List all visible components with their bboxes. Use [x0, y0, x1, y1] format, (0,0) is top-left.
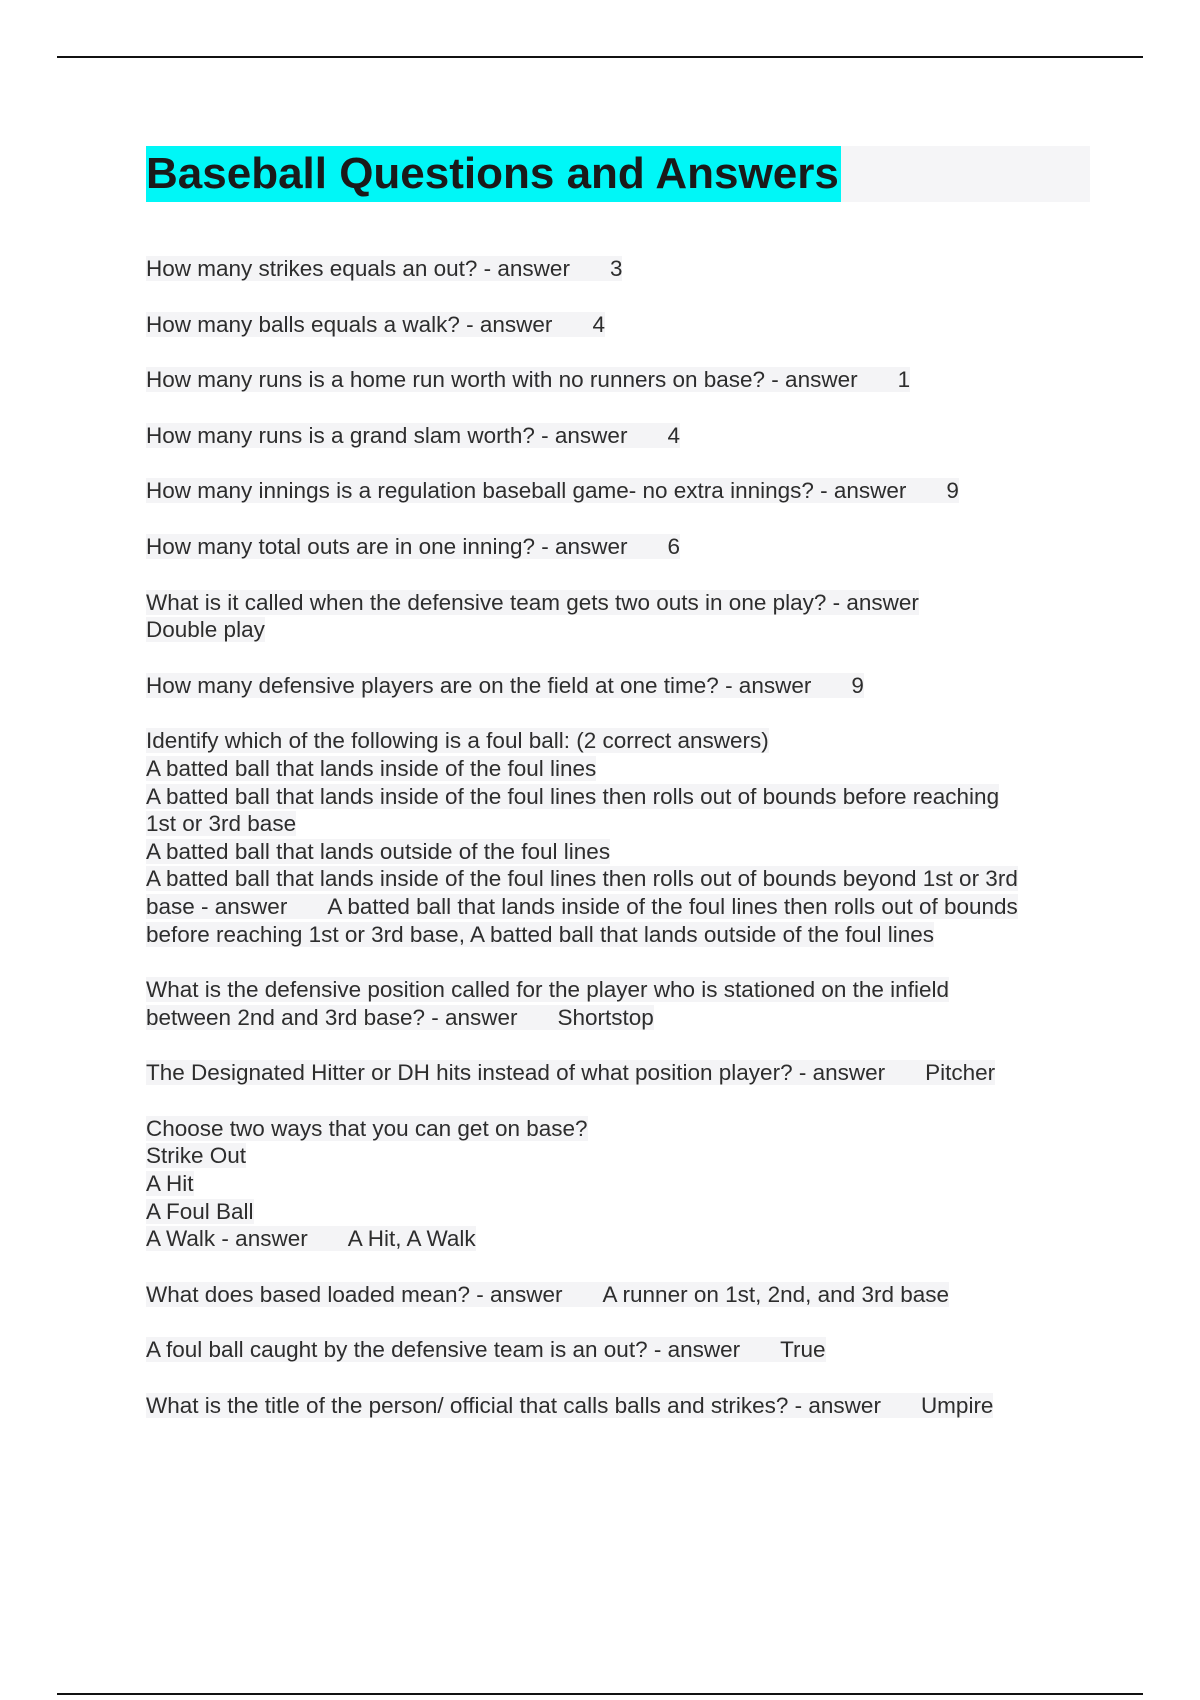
qa-line: [146, 1198, 1096, 1226]
question-text: What does based loaded mean? - answer: [146, 1281, 563, 1307]
qa-line: [146, 1281, 1096, 1309]
question-text: What is the title of the person/ official that calls balls and strikes? - answer: [146, 1393, 881, 1419]
option-text: A batted ball that lands inside of the foul lines then rolls out of bounds before reaching: [146, 783, 1000, 809]
answer-text: True: [780, 1337, 826, 1363]
qa-line: [146, 810, 1096, 838]
question-text: How many defensive players are on the field at one time? - answer: [146, 672, 812, 698]
qa-line: [146, 727, 1096, 755]
question-text: How many innings is a regulation baseball game- no extra innings? - answer: [146, 478, 907, 504]
question-text: The Designated Hitter or DH hits instead of what position player? - answer: [146, 1060, 886, 1086]
option-text: A Hit: [146, 1171, 194, 1197]
top-rule: [57, 56, 1143, 58]
option-text: base - answer: [146, 893, 288, 919]
answer-text: 4: [592, 311, 605, 337]
qa-line: [146, 589, 1096, 617]
answer-text: A batted ball that lands inside of the foul lines then rolls out of bounds: [327, 893, 1018, 919]
answer-text: 4: [667, 422, 680, 448]
qa-item: [146, 1059, 1096, 1087]
answer-text: 1: [897, 367, 911, 393]
qa-item: [146, 477, 1096, 505]
option-text: A batted ball that lands outside of the foul lines: [146, 838, 611, 864]
question-text: What is the defensive position called for the player who is stationed on the infield: [146, 977, 949, 1003]
qa-item: [146, 533, 1096, 561]
qa-line: [146, 422, 1096, 450]
question-text: Choose two ways that you can get on base?: [146, 1115, 588, 1141]
qa-item: [146, 672, 1096, 700]
question-text: Identify which of the following is a foul ball: (2 correct answers): [146, 728, 769, 754]
answer-text: Double play: [146, 617, 265, 643]
question-text: How many balls equals a walk? - answer: [146, 311, 553, 337]
qa-item: [146, 1392, 1096, 1420]
question-text: What is it called when the defensive team gets two outs in one play? - answer: [146, 589, 919, 615]
qa-line: [146, 477, 1096, 505]
option-text: 1st or 3rd base: [146, 811, 297, 837]
qa-line: [146, 1115, 1096, 1143]
qa-item: [146, 589, 1096, 644]
answer-text: 3: [609, 256, 623, 281]
page-title: Baseball Questions and Answers: [146, 146, 841, 202]
qa-line: [146, 976, 1096, 1004]
answer-text: before reaching 1st or 3rd base, A batted ball that lands outside of the foul lines: [146, 921, 935, 947]
question-text: How many strikes equals an out? - answer: [146, 256, 570, 281]
qa-line: [146, 533, 1096, 561]
question-text: How many runs is a home run worth with no runners on base? - answer: [146, 367, 858, 393]
option-text: Strike Out: [146, 1143, 247, 1169]
question-text: How many runs is a grand slam worth? - answer: [146, 422, 628, 448]
answer-text: Shortstop: [557, 1004, 654, 1030]
question-text: How many total outs are in one inning? - answer: [146, 533, 628, 559]
qa-item: [146, 727, 1096, 948]
qa-line: [146, 1392, 1096, 1420]
qa-line: [146, 783, 1096, 811]
qa-line: [146, 865, 1096, 893]
title-block: [146, 146, 1090, 202]
qa-line: [146, 1336, 1096, 1364]
qa-item: [146, 1336, 1096, 1364]
qa-line: [146, 893, 1096, 921]
qa-list: [146, 255, 1096, 1448]
qa-line: [146, 1004, 1096, 1032]
qa-line: [146, 311, 1096, 339]
qa-line: [146, 1225, 1096, 1253]
qa-item: [146, 1281, 1096, 1309]
option-text: A Walk - answer: [146, 1226, 308, 1252]
question-text: A foul ball caught by the defensive team is an out? - answer: [146, 1337, 741, 1363]
qa-line: [146, 1059, 1096, 1087]
qa-line: [146, 755, 1096, 783]
qa-line: [146, 838, 1096, 866]
qa-line: [146, 255, 1096, 283]
answer-text: 9: [946, 478, 959, 504]
answer-text: 9: [851, 672, 864, 698]
qa-item: [146, 422, 1096, 450]
qa-line: [146, 1142, 1096, 1170]
option-text: A Foul Ball: [146, 1198, 254, 1224]
answer-text: A Hit, A Walk: [347, 1226, 476, 1252]
qa-item: [146, 311, 1096, 339]
qa-item: [146, 255, 1096, 283]
question-text: between 2nd and 3rd base? - answer: [146, 1004, 518, 1030]
bottom-rule: [57, 1693, 1143, 1695]
qa-line: [146, 921, 1096, 949]
qa-item: [146, 366, 1096, 394]
option-text: A batted ball that lands inside of the foul lines: [146, 755, 597, 781]
qa-line: [146, 366, 1096, 394]
option-text: A batted ball that lands inside of the foul lines then rolls out of bounds beyond 1st or 3rd: [146, 866, 1018, 892]
qa-line: [146, 1170, 1096, 1198]
answer-text: A runner on 1st, 2nd, and 3rd base: [602, 1281, 950, 1307]
answer-text: Umpire: [920, 1393, 994, 1419]
qa-item: [146, 976, 1096, 1031]
answer-text: 6: [667, 533, 681, 559]
qa-line: [146, 672, 1096, 700]
qa-item: [146, 1115, 1096, 1253]
answer-text: Pitcher: [925, 1060, 996, 1086]
qa-line: [146, 616, 1096, 644]
